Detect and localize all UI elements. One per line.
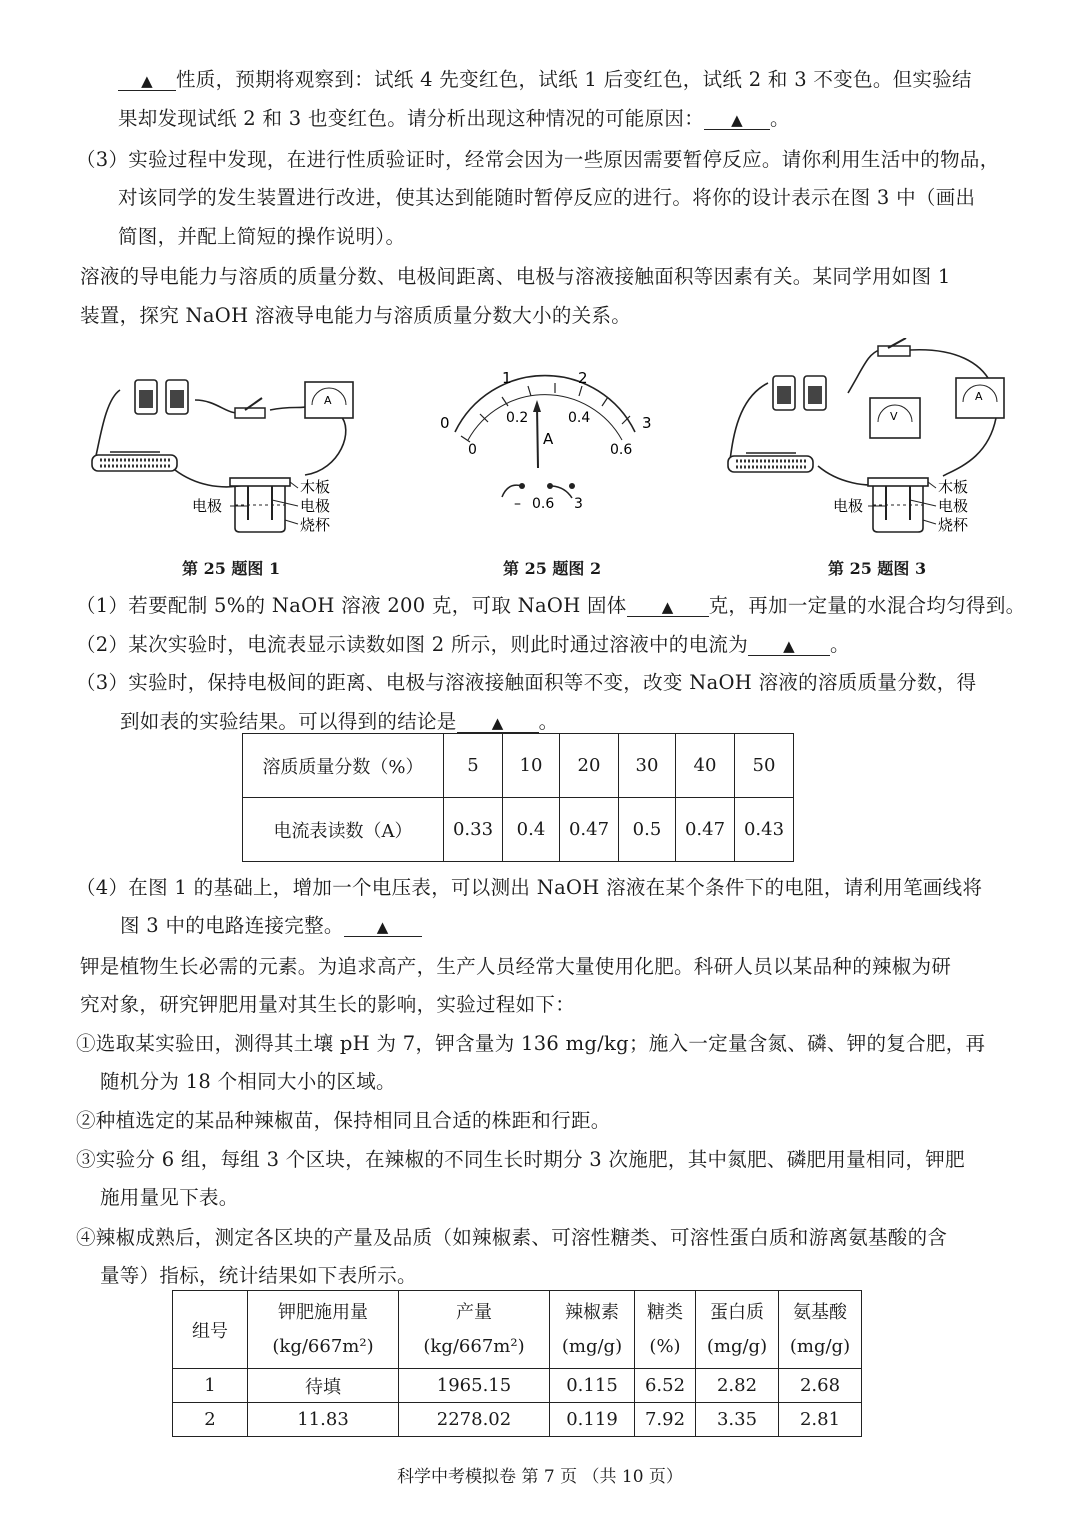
answer-blank[interactable]: ▲ <box>118 70 176 91</box>
answer-blank[interactable]: ▲ <box>344 916 422 937</box>
fig2-caption: 第 25 题图 2 <box>503 559 602 578</box>
header-k: 钾肥施用量 (kg/667m²) <box>248 1291 399 1369</box>
label-electrode: 电极 <box>938 497 969 515</box>
fig1-caption: 第 25 题图 1 <box>182 559 281 578</box>
mass-fraction-cell: 10 <box>503 734 560 798</box>
mass-fraction-cell: 30 <box>619 734 676 798</box>
q26-intro-2: 究对象，研究钾肥用量对其生长的影响，实验过程如下： <box>80 993 576 1016</box>
header-sugar: 糖类 (%) <box>635 1291 696 1369</box>
current-cell: 0.43 <box>735 798 794 862</box>
mass-fraction-cell: 5 <box>444 734 503 798</box>
current-cell: 0.47 <box>676 798 735 862</box>
answer-blank[interactable]: ▲ <box>457 712 539 733</box>
current-cell: 0.33 <box>444 798 503 862</box>
intro-line-1: ▲ 性质，预期将观察到：试纸 4 先变红色，试纸 1 后变红色，试纸 2 和 3 不变色。但实验结 <box>118 64 972 92</box>
potassium-table <box>172 1290 862 1437</box>
ammeter-icon <box>305 382 353 418</box>
fig3-caption: 第 25 题图 3 <box>828 559 927 578</box>
scale-top-2: 2 <box>578 369 588 387</box>
q26-step2: ②种植选定的某品种辣椒苗，保持相同且合适的株距和行距。 <box>76 1109 611 1132</box>
voltmeter-icon <box>870 398 920 438</box>
q3-prev-line-3: 简图，并配上简短的操作说明）。 <box>118 225 406 248</box>
q26-step4-line-1: ④辣椒成熟后，测定各区块的产量及品质（如辣椒素、可溶性糖类、可溶性蛋白质和游离氨基酸的含 <box>76 1226 948 1249</box>
scale-bottom-1: 0.2 <box>506 410 529 426</box>
figure-2-ammeter <box>430 362 670 522</box>
current-cell: 0.47 <box>560 798 619 862</box>
table-row: 2 11.83 2278.02 0.119 7.92 3.35 2.81 <box>173 1403 862 1437</box>
figure-1-circuit <box>80 360 380 550</box>
q25-intro-1: 溶液的导电能力与溶质的质量分数、电极间距离、电极与溶液接触面积等因素有关。某同学用如图 1 <box>80 265 951 288</box>
figure-3-circuit <box>718 338 1018 548</box>
table-row: 1 待填 1965.15 0.115 6.52 2.82 2.68 <box>173 1369 862 1403</box>
q3-prev-line-1: （3）实验过程中发现，在进行性质验证时，经常会因为一些原因需要暂停反应。请你利用生活中的物品， <box>76 148 1000 171</box>
svg-text:V: V <box>890 410 898 423</box>
scale-bottom-0: 0 <box>468 442 477 458</box>
q25-q3-line-2: 到如表的实验结果。可以得到的结论是 ▲ 。 <box>120 710 559 733</box>
header-amino: 氨基酸 (mg/g) <box>779 1291 862 1369</box>
terminal-3: 3 <box>574 496 583 512</box>
switch-icon <box>235 398 265 418</box>
rheostat-icon <box>728 453 813 472</box>
q26-step4-line-2: 量等）指标，统计结果如下表所示。 <box>100 1264 417 1287</box>
intro-line-2: 果却发现试纸 2 和 3 也变红色。请分析出现这种情况的可能原因： ▲ 。 <box>118 107 790 130</box>
battery-icon <box>773 376 826 410</box>
label-board: 木板 <box>938 478 969 496</box>
header-capsaicin: 辣椒素 (mg/g) <box>550 1291 635 1369</box>
beaker-icon <box>230 478 298 532</box>
label-electrode-left: 电极 <box>192 497 223 515</box>
q25-q4-line-1: （4）在图 1 的基础上，增加一个电压表，可以测出 NaOH 溶液在某个条件下的电阻，请利用笔画线将 <box>76 876 983 899</box>
label-board: 木板 <box>300 478 331 496</box>
label-beaker: 烧杯 <box>300 516 331 534</box>
current-cell: 0.5 <box>619 798 676 862</box>
row2-header: 电流表读数（A） <box>243 798 444 862</box>
unit-label: A <box>543 430 554 448</box>
header-yield: 产量 (kg/667m²) <box>399 1291 550 1369</box>
q26-step1-line-1: ①选取某实验田，测得其土壤 pH 为 7，钾含量为 136 mg/kg；施入一定量含氮、磷、钾的复合肥，再 <box>76 1032 986 1055</box>
q26-step3-line-2: 施用量见下表。 <box>100 1186 239 1209</box>
q25-q1: （1）若要配制 5%的 NaOH 溶液 200 克，可取 NaOH 固体 ▲ 克，再加一定量的水混合均匀得到。 <box>76 594 1026 617</box>
rheostat-icon <box>92 452 177 471</box>
current-cell: 0.4 <box>503 798 560 862</box>
q26-intro-1: 钾是植物生长必需的元素。为追求高产，生产人员经常大量使用化肥。科研人员以某品种的辣椒为研 <box>80 955 952 978</box>
terminal-negative: – <box>514 496 521 512</box>
battery-icon <box>135 380 188 414</box>
page-footer: 科学中考模拟卷 第 7 页 （共 10 页） <box>397 1467 683 1487</box>
svg-text:A: A <box>975 390 983 403</box>
terminal-06: 0.6 <box>532 496 555 512</box>
mass-fraction-cell: 40 <box>676 734 735 798</box>
q25-q2: （2）某次实验时，电流表显示读数如图 2 所示，则此时通过溶液中的电流为 ▲ 。 <box>76 633 850 656</box>
answer-blank[interactable]: ▲ <box>704 109 770 130</box>
q26-step3-line-1: ③实验分 6 组，每组 3 个区块，在辣椒的不同生长时期分 3 次施肥，其中氮肥、磷肥用量相同，钾肥 <box>76 1148 965 1171</box>
scale-top-0: 0 <box>440 414 450 432</box>
header-group: 组号 <box>173 1291 248 1369</box>
scale-bottom-3: 0.6 <box>610 442 633 458</box>
q3-prev-line-2: 对该同学的发生装置进行改进，使其达到能随时暂停反应的进行。将你的设计表示在图 3 中（画出 <box>118 186 976 209</box>
label-electrode: 电极 <box>300 497 331 515</box>
q26-step1-line-2: 随机分为 18 个相同大小的区域。 <box>100 1070 396 1093</box>
answer-blank[interactable]: ▲ <box>748 635 830 656</box>
ammeter-icon <box>956 378 1004 418</box>
answer-blank[interactable]: ▲ <box>627 596 709 617</box>
beaker-icon <box>868 478 936 532</box>
row1-header: 溶质质量分数（%） <box>243 734 444 798</box>
q25-intro-2: 装置，探究 NaOH 溶液导电能力与溶质质量分数大小的关系。 <box>80 304 632 327</box>
mass-fraction-cell: 50 <box>735 734 794 798</box>
label-electrode-left: 电极 <box>833 497 864 515</box>
mass-fraction-cell: 20 <box>560 734 619 798</box>
header-protein: 蛋白质 (mg/g) <box>696 1291 779 1369</box>
scale-top-1: 1 <box>502 369 512 387</box>
q25-q3-line-1: （3）实验时，保持电极间的距离、电极与溶液接触面积等不变，改变 NaOH 溶液的溶质质量分数，得 <box>76 671 977 694</box>
conductivity-table <box>242 733 794 862</box>
switch-icon <box>878 338 910 356</box>
label-beaker: 烧杯 <box>938 516 969 534</box>
svg-text:A: A <box>324 394 332 407</box>
scale-top-3: 3 <box>642 414 652 432</box>
q25-q4-line-2: 图 3 中的电路连接完整。 ▲ <box>120 910 422 938</box>
scale-bottom-2: 0.4 <box>568 410 591 426</box>
